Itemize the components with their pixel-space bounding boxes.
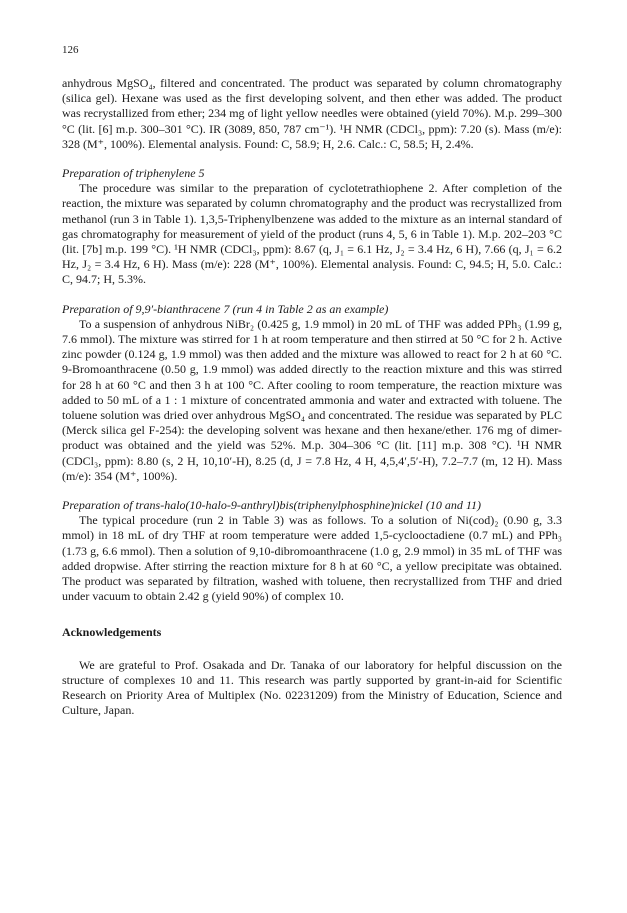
paragraph-bianthracene: To a suspension of anhydrous NiBr₂ (0.425 g, 1.9 mmol) in 20 mL of THF was added PPh₃ (1.99 g, 7.6 mmol). The mixture was stirred for 1 h at room temperature and then stirred at 50 °C for 2 h. Active zinc powder (0.124 g, 1.9 mmol) was then added and the mixture was allowed to react for 2 h at 60 °C. 9-Bromoanthracene (0.50 g, 1.9 mmol) was added directly to the reaction mixture and this was stirred for 28 h at 60 °C and then 3 h at 100 °C. After cooling to room temperature, the reaction mixture was added to 50 mL of a 1 : 1 mixture of concentrated ammonia and water and extracted with toluene. The toluene solution was dried over anhydrous MgSO₄ and concentrated. The residue was separated by PLC (Merck silica gel F-254): the developing solvent was hexane and then hexane/ether. 176 mg of dimer-product was obtained and the yield was 52%. M.p. 304–306 °C (lit. [11] m.p. 308 °C). ¹H NMR (CDCl₃, ppm): 8.80 (s, 2 H, 10,10′-H), 8.25 (d, J = 7.8 Hz, 4 H, 4,5,4′,5′-H), 7.2–7.7 (m, 12 H). Mass (m/e): 354 (M⁺, 100%). — [62, 316, 562, 483]
heading-nickel-complex: Preparation of trans-halo(10-halo-9-anthryl)bis(triphenylphosphine)nickel (10 and 11) — [62, 498, 481, 513]
paragraph-nickel-complex: The typical procedure (run 2 in Table 3) was as follows. To a solution of Ni(cod)₂ (0.90 g, 3.3 mmol) in 18 mL of dry THF at room temperature were added 1,5-cyclooctadiene (0.7 mL) and PPh₃ (1.73 g, 6.6 mmol). Then a solution of 9,10-dibromoanthracene (1.0 g, 2.9 mmol) in 35 mL of THF was added dropwise. After stirring the reaction mixture for 8 h at 60 °C, a yellow precipitate was obtained. The product was separated by filtration, washed with toluene, then recrystallized from THF and dried under vacuum to obtain 2.42 g (yield 90%) of complex 10. — [62, 513, 562, 604]
article-body — [62, 76, 562, 719]
paragraph-mgso4-workup: anhydrous MgSO₄, filtered and concentrated. The product was separated by column chromatography (silica gel). Hexane was used as the first developing solvent, and then ether was added. The product was recrystallized from ether; 234 mg of light yellow needles were obtained (yield 70%). M.p. 299–300 °C (lit. [6] m.p. 300–301 °C). IR (3089, 850, 787 cm⁻¹). ¹H NMR (CDCl₃, ppm): 7.20 (s). Mass (m/e): 328 (M⁺, 100%). Elemental analysis. Found: C, 58.9; H, 2.6. Calc.: C, 58.5; H, 2.4%. — [62, 76, 562, 151]
acknowledgements-title: Acknowledgements — [62, 624, 162, 639]
heading-bianthracene: Preparation of 9,9′-bianthracene 7 (run 4 in Table 2 as an example) — [62, 301, 389, 316]
heading-triphenylene: Preparation of triphenylene 5 — [62, 166, 205, 181]
page-number: 126 — [62, 44, 79, 56]
paragraph-triphenylene: The procedure was similar to the preparation of cyclotetrathiophene 2. After completion of the reaction, the mixture was separated by column chromatography and the product was recrystallized from methanol (run 3 in Table 1). 1,3,5-Triphenylbenzene was added to the mixture as an internal standard of gas chromatography for measurement of yield of the product (runs 4, 5, 6 in Table 1). M.p. 202–203 °C (lit. [7b] m.p. 199 °C). ¹H NMR (CDCl₃, ppm): 8.67 (q, J₁ = 6.1 Hz, J₂ = 3.4 Hz, 6 H), 7.66 (q, J₁ = 6.2 Hz, J₂ = 3.4 Hz, 6 H). Mass (m/e): 228 (M⁺, 100%). Elemental analysis. Found: C, 94.5; H, 5.0. Calc.: C, 94.7; H, 5.3%. — [62, 181, 562, 287]
acknowledgements-text: We are grateful to Prof. Osakada and Dr. Tanaka of our laboratory for helpful discussion on the structure of complexes 10 and 11. This research was partly supported by grant-in-aid for Scientific Research on Priority Area of Multiplex (No. 02231209) from the Ministry of Education, Science and Culture, Japan. — [62, 657, 562, 718]
